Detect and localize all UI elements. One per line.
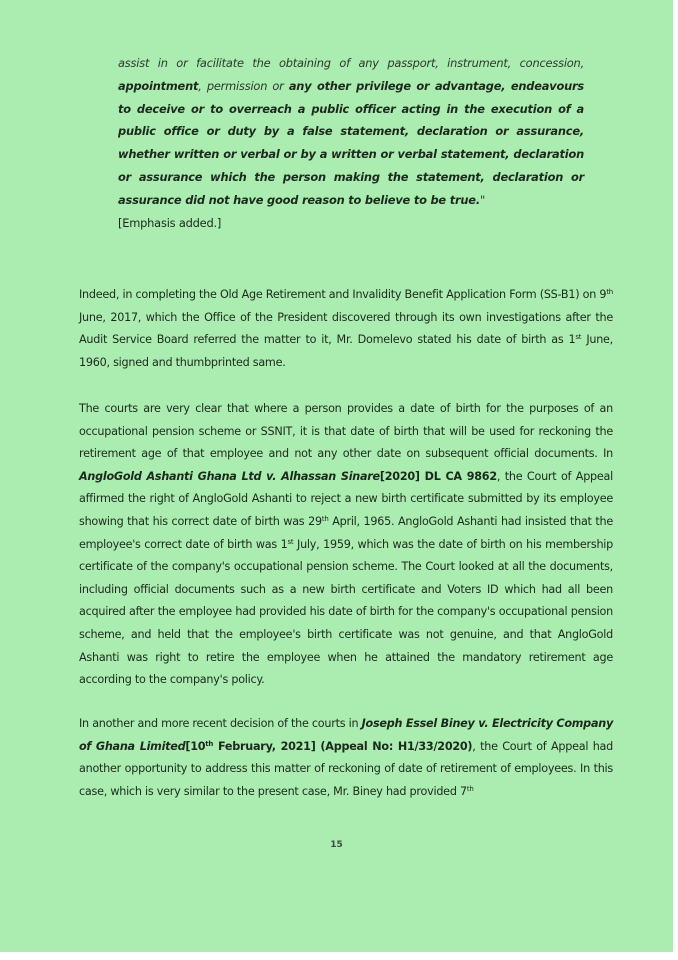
case-name: AngloGold Ashanti Ghana Ltd v. Alhassan Sinare bbox=[79, 469, 380, 483]
ordinal-suffix: th bbox=[321, 514, 329, 523]
closing-quote-mark: " bbox=[479, 192, 485, 207]
quote-emphasis: any other privilege or advantage, endeavours to deceive or to overreach a public officer acting in the execution of a public office or duty by a false statement, declaration or assurance, whether written or verbal or by a written or verbal statement, declaration or assurance which the person making the statement, declaration or assurance did not have good reason to believe to be true. bbox=[118, 78, 585, 207]
ordinal-suffix: st bbox=[287, 537, 294, 546]
paragraph-text: July, 1959, which was the date of birth on his membership certificate of the company's occupational pension scheme. The Court looked at all the documents, including official documents such as a new birth certificate and Voters ID which had all been acquired after the employee had provided his date of birth for the company's occupational pension scheme, and held that the employee's birth certificate was not genuine, and that AngloGold Ashanti was right to retire the employee when he attained the mandatory retirement age according to the company's policy. bbox=[79, 537, 613, 687]
paragraph-text: The courts are very clear that where a person provides a date of birth for the purposes of an occupational pension scheme or SSNIT, it is that date of birth that will be used for reckoning the retirement age of that employee and not any other date on subsequent official documents. In bbox=[79, 402, 613, 461]
block-quote bbox=[118, 52, 584, 234]
ordinal-suffix: th bbox=[606, 288, 613, 296]
ordinal-suffix: th bbox=[205, 739, 214, 748]
paragraph-domelevo-form bbox=[79, 284, 613, 374]
paragraph-text: , the Court of Appeal affirmed the right of AngloGold Ashanti to reject a new birth certificate submitted by its employee showing that his correct date of birth was 29 bbox=[79, 469, 614, 528]
ordinal-suffix: st bbox=[575, 333, 582, 342]
page-number: 15 bbox=[330, 840, 343, 850]
paragraph-text: June, 1960, signed and thumbprinted same. bbox=[79, 333, 613, 369]
paragraph-text: April, 1965. AngloGold Ashanti had insisted that the employee's correct date of birth was 1 bbox=[79, 514, 613, 551]
quote-emphasis: appointment bbox=[118, 78, 199, 93]
quote-text: assist in or facilitate the obtaining of any passport, instrument, concession, bbox=[118, 56, 584, 70]
quote-text: , permission or bbox=[198, 78, 289, 93]
paragraph-anglogold-case bbox=[79, 398, 613, 692]
citation-text: [10 bbox=[185, 739, 206, 753]
citation-text: February, 2021] (Appeal No: H1/33/2020) bbox=[213, 739, 473, 753]
paragraph-text: Indeed, in completing the Old Age Retirement and Invalidity Benefit Application Form (SS-B1) on 9 bbox=[79, 288, 607, 301]
case-citation bbox=[185, 740, 472, 753]
paragraph-text: In another and more recent decision of the courts in bbox=[79, 717, 362, 730]
paragraph-text: , the Court of Appeal had another opportunity to address this matter of reckoning of date of retirement of employees. In this case, which is very similar to the present case, Mr. Biney had provided 7 bbox=[79, 739, 614, 798]
case-name: Joseph Essel Biney v. Electricity Company of Ghana Limited bbox=[79, 717, 613, 753]
case-citation: [2020] DL CA 9862 bbox=[379, 469, 497, 483]
emphasis-note: [Emphasis added.] bbox=[118, 215, 222, 230]
paragraph-biney-case bbox=[79, 713, 613, 803]
ordinal-suffix: th bbox=[466, 784, 474, 793]
paragraph-text: June, 2017, which the Office of the President discovered through its own investigations after the Audit Service Board referred the matter to it, Mr. Domelevo stated his date of birth as 1 bbox=[79, 310, 613, 347]
